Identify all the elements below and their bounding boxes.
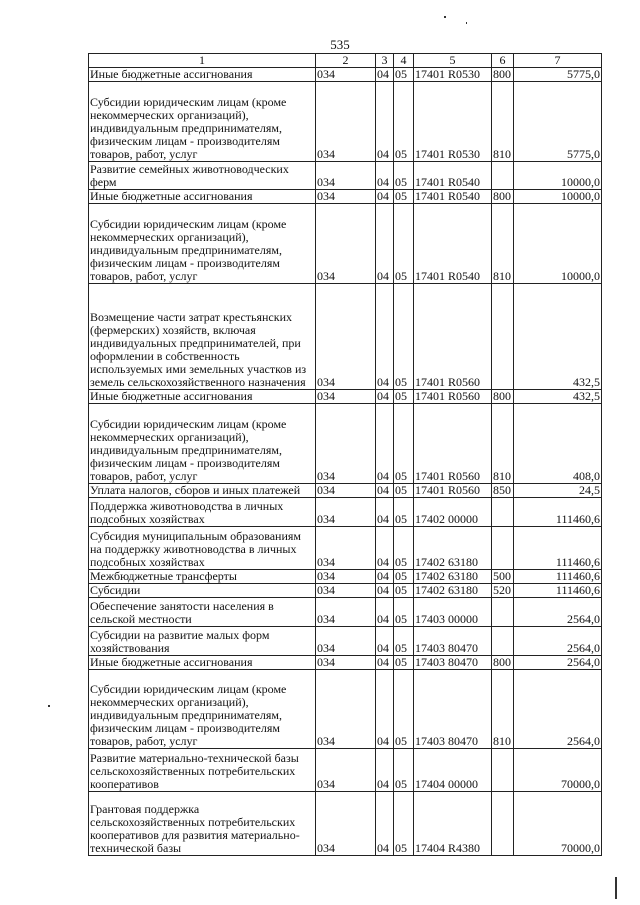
row-c4-cell: 05 [394, 792, 414, 856]
row-c2-cell: 034 [316, 627, 376, 656]
table-row [89, 404, 602, 484]
row-c4-cell: 05 [394, 204, 414, 284]
row-c4-cell: 05 [394, 598, 414, 627]
row-c4-cell: 05 [394, 390, 414, 404]
row-c5-cell: 17401 R0560 [414, 390, 492, 404]
row-c7-cell: 111460,6 [514, 527, 602, 570]
row-c7-cell: 432,5 [514, 390, 602, 404]
table-row [89, 82, 602, 162]
row-name-cell: Субсидия муниципальным образованиям на поддержку животноводства в личных подсобных хозяйствах [89, 527, 316, 570]
row-c7-cell: 111460,6 [514, 498, 602, 527]
row-c3-cell: 04 [376, 656, 394, 670]
row-c2-cell: 034 [316, 527, 376, 570]
row-name-cell: Иные бюджетные ассигнования [89, 190, 316, 204]
row-c7-cell: 2564,0 [514, 656, 602, 670]
row-name-cell: Грантовая поддержка сельскохозяйственных потребительских кооперативов для развития материально-технической базы [89, 792, 316, 856]
row-c4-cell: 05 [394, 82, 414, 162]
row-name-cell: Межбюджетные трансферты [89, 570, 316, 584]
table-row [89, 656, 602, 670]
header-col-4: 4 [394, 54, 414, 68]
row-c7-cell: 2564,0 [514, 670, 602, 749]
row-c4-cell: 05 [394, 656, 414, 670]
row-c2-cell: 034 [316, 656, 376, 670]
row-c2-cell: 034 [316, 670, 376, 749]
row-c2-cell: 034 [316, 570, 376, 584]
table-row [89, 498, 602, 527]
row-c5-cell: 17403 80470 [414, 670, 492, 749]
header-col-2: 2 [316, 54, 376, 68]
row-c7-cell: 70000,0 [514, 792, 602, 856]
row-c3-cell: 04 [376, 404, 394, 484]
row-name-cell: Обеспечение занятости населения в сельской местности [89, 598, 316, 627]
row-c2-cell: 034 [316, 162, 376, 190]
row-name-cell: Возмещение части затрат крестьянских (фермерских) хозяйств, включая индивидуальных предпринимателей, при оформлении в собственность используемых ими земельных участков из земель сельскохозяйственного назначения [89, 284, 316, 390]
row-c2-cell: 034 [316, 498, 376, 527]
row-name-cell: Иные бюджетные ассигнования [89, 390, 316, 404]
table-row [89, 627, 602, 656]
row-c2-cell: 034 [316, 484, 376, 498]
row-c2-cell: 034 [316, 390, 376, 404]
row-c3-cell: 04 [376, 570, 394, 584]
row-c4-cell: 05 [394, 527, 414, 570]
row-c6-cell [492, 792, 514, 856]
row-c5-cell: 17401 R0560 [414, 284, 492, 390]
row-c3-cell: 04 [376, 627, 394, 656]
row-c6-cell [492, 527, 514, 570]
row-c2-cell: 034 [316, 68, 376, 82]
table-row [89, 390, 602, 404]
row-c7-cell: 10000,0 [514, 204, 602, 284]
row-c3-cell: 04 [376, 284, 394, 390]
row-c6-cell [492, 598, 514, 627]
table-row [89, 584, 602, 598]
row-c7-cell: 24,5 [514, 484, 602, 498]
row-c5-cell: 17401 R0530 [414, 68, 492, 82]
scan-speck [48, 705, 50, 707]
row-c6-cell: 850 [492, 484, 514, 498]
row-name-cell: Иные бюджетные ассигнования [89, 656, 316, 670]
table-row [89, 190, 602, 204]
row-c3-cell: 04 [376, 527, 394, 570]
table-row [89, 162, 602, 190]
row-c5-cell: 17401 R0540 [414, 204, 492, 284]
table-row [89, 68, 602, 82]
row-c7-cell: 111460,6 [514, 570, 602, 584]
row-c5-cell: 17402 63180 [414, 570, 492, 584]
row-c3-cell: 04 [376, 390, 394, 404]
table-row [89, 527, 602, 570]
row-c3-cell: 04 [376, 792, 394, 856]
header-col-1: 1 [89, 54, 316, 68]
row-c7-cell: 70000,0 [514, 749, 602, 792]
row-c5-cell: 17403 80470 [414, 656, 492, 670]
row-c4-cell: 05 [394, 484, 414, 498]
row-c5-cell: 17402 63180 [414, 527, 492, 570]
scan-speck [466, 22, 467, 24]
row-c7-cell: 408,0 [514, 404, 602, 484]
row-c3-cell: 04 [376, 162, 394, 190]
row-c3-cell: 04 [376, 68, 394, 82]
header-col-3: 3 [376, 54, 394, 68]
row-name-cell: Субсидии [89, 584, 316, 598]
row-c7-cell: 10000,0 [514, 190, 602, 204]
row-c5-cell: 17402 00000 [414, 498, 492, 527]
header-col-6: 6 [492, 54, 514, 68]
row-c4-cell: 05 [394, 162, 414, 190]
row-c6-cell [492, 498, 514, 527]
row-c6-cell [492, 162, 514, 190]
row-c3-cell: 04 [376, 484, 394, 498]
row-c6-cell: 810 [492, 82, 514, 162]
row-c5-cell: 17401 R0560 [414, 404, 492, 484]
row-c2-cell: 034 [316, 404, 376, 484]
row-c6-cell: 800 [492, 390, 514, 404]
row-c4-cell: 05 [394, 498, 414, 527]
row-c7-cell: 5775,0 [514, 68, 602, 82]
row-c5-cell: 17401 R0560 [414, 484, 492, 498]
row-c4-cell: 05 [394, 404, 414, 484]
row-c2-cell: 034 [316, 204, 376, 284]
row-c5-cell: 17404 00000 [414, 749, 492, 792]
row-c3-cell: 04 [376, 584, 394, 598]
table-row [89, 204, 602, 284]
table-row [89, 749, 602, 792]
row-c6-cell [492, 284, 514, 390]
row-c3-cell: 04 [376, 749, 394, 792]
row-c7-cell: 2564,0 [514, 598, 602, 627]
header-col-5: 5 [414, 54, 492, 68]
row-c6-cell: 810 [492, 670, 514, 749]
row-name-cell: Иные бюджетные ассигнования [89, 68, 316, 82]
table-row [89, 792, 602, 856]
row-c3-cell: 04 [376, 204, 394, 284]
row-name-cell: Развитие материально-технической базы сельскохозяйственных потребительских кооперативов [89, 749, 316, 792]
scan-speck [444, 16, 446, 18]
row-c4-cell: 05 [394, 570, 414, 584]
row-c5-cell: 17404 R4380 [414, 792, 492, 856]
row-c3-cell: 04 [376, 82, 394, 162]
table-row [89, 284, 602, 390]
row-c3-cell: 04 [376, 670, 394, 749]
row-name-cell: Субсидии юридическим лицам (кроме некоммерческих организаций), индивидуальным предпринимателям, физическим лицам - производителям товаров, работ, услуг [89, 670, 316, 749]
header-col-7: 7 [514, 54, 602, 68]
row-c5-cell: 17403 00000 [414, 598, 492, 627]
row-c6-cell: 500 [492, 570, 514, 584]
page-number: 535 [330, 37, 350, 52]
row-c4-cell: 05 [394, 749, 414, 792]
table-row [89, 484, 602, 498]
row-c2-cell: 034 [316, 792, 376, 856]
budget-table [88, 53, 602, 856]
row-c5-cell: 17401 R0530 [414, 82, 492, 162]
row-c4-cell: 05 [394, 284, 414, 390]
row-name-cell: Уплата налогов, сборов и иных платежей [89, 484, 316, 498]
row-name-cell: Субсидии юридическим лицам (кроме некоммерческих организаций), индивидуальным предпринимателям, физическим лицам - производителям товаров, работ, услуг [89, 404, 316, 484]
row-c5-cell: 17401 R0540 [414, 190, 492, 204]
row-c6-cell: 810 [492, 204, 514, 284]
row-c4-cell: 05 [394, 584, 414, 598]
row-c4-cell: 05 [394, 190, 414, 204]
row-c6-cell: 800 [492, 68, 514, 82]
row-c7-cell: 5775,0 [514, 82, 602, 162]
row-c3-cell: 04 [376, 190, 394, 204]
row-c6-cell: 520 [492, 584, 514, 598]
row-c4-cell: 05 [394, 670, 414, 749]
row-name-cell: Субсидии юридическим лицам (кроме некоммерческих организаций), индивидуальным предпринимателям, физическим лицам - производителям товаров, работ, услуг [89, 204, 316, 284]
row-c3-cell: 04 [376, 498, 394, 527]
row-c5-cell: 17402 63180 [414, 584, 492, 598]
row-name-cell: Развитие семейных животноводческих ферм [89, 162, 316, 190]
row-c7-cell: 2564,0 [514, 627, 602, 656]
scan-speck [615, 877, 617, 899]
row-c7-cell: 111460,6 [514, 584, 602, 598]
table-row [89, 670, 602, 749]
row-c5-cell: 17403 80470 [414, 627, 492, 656]
row-c2-cell: 034 [316, 284, 376, 390]
row-name-cell: Поддержка животноводства в личных подсобных хозяйствах [89, 498, 316, 527]
row-c4-cell: 05 [394, 627, 414, 656]
row-c6-cell: 800 [492, 656, 514, 670]
row-name-cell: Субсидии юридическим лицам (кроме некоммерческих организаций), индивидуальным предпринимателям, физическим лицам - производителям товаров, работ, услуг [89, 82, 316, 162]
row-c4-cell: 05 [394, 68, 414, 82]
row-c2-cell: 034 [316, 82, 376, 162]
row-c3-cell: 04 [376, 598, 394, 627]
row-c2-cell: 034 [316, 598, 376, 627]
row-c2-cell: 034 [316, 749, 376, 792]
row-name-cell: Субсидии на развитие малых форм хозяйствования [89, 627, 316, 656]
row-c6-cell [492, 749, 514, 792]
table-header-row [89, 54, 602, 68]
row-c2-cell: 034 [316, 584, 376, 598]
table-row [89, 570, 602, 584]
row-c6-cell [492, 627, 514, 656]
row-c7-cell: 10000,0 [514, 162, 602, 190]
row-c6-cell: 810 [492, 404, 514, 484]
row-c6-cell: 800 [492, 190, 514, 204]
table-row [89, 598, 602, 627]
row-c2-cell: 034 [316, 190, 376, 204]
row-c7-cell: 432,5 [514, 284, 602, 390]
row-c5-cell: 17401 R0540 [414, 162, 492, 190]
